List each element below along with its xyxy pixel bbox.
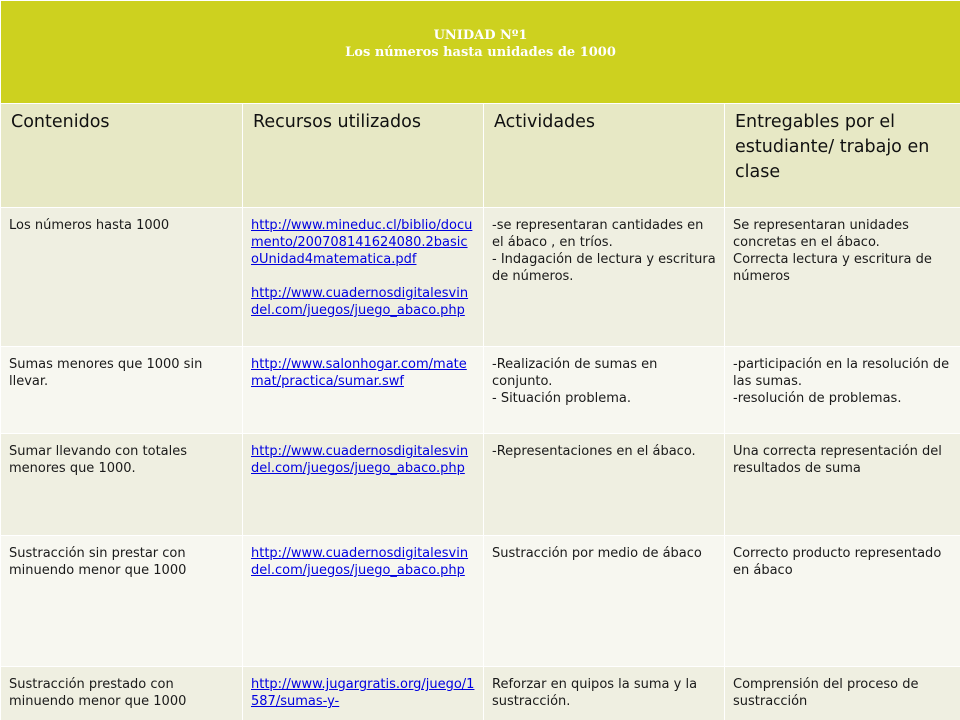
cell-contenido: Sustracción prestado con minuendo menor que 1000 [1, 667, 243, 720]
deliverable-line: Correcto producto representado en ábaco [733, 546, 942, 578]
activity-line: - Indagación de lectura y escritura de números. [492, 252, 716, 284]
resource-link[interactable]: http://www.salonhogar.com/matemat/practica/sumar.swf [251, 357, 467, 389]
resource-link[interactable]: http://www.mineduc.cl/biblio/documento/200708141624080.2basicoUnidad4matematica.pdf [251, 218, 473, 267]
activity-line: -Representaciones en el ábaco. [492, 444, 696, 459]
activity-line: -Realización de sumas en conjunto. [492, 357, 658, 389]
cell-contenido: Sustracción sin prestar con minuendo menor que 1000 [1, 536, 243, 667]
cell-entregables [725, 667, 960, 720]
unit-title: UNIDAD Nº1 [433, 28, 528, 43]
table-row [1, 536, 960, 667]
header-contenidos: Contenidos [1, 104, 243, 208]
deliverable-line: -resolución de problemas. [733, 391, 902, 406]
cell-actividades [484, 347, 725, 434]
table-row [1, 667, 960, 720]
deliverable-line: Una correcta representación del resultados de suma [733, 444, 942, 476]
title-row [1, 1, 960, 104]
cell-actividades [484, 434, 725, 536]
header-row [1, 104, 960, 208]
unit-subtitle: Los números hasta unidades de 1000 [345, 45, 616, 60]
cell-actividades [484, 208, 725, 347]
activity-line: - Situación problema. [492, 391, 631, 406]
header-entregables: Entregables por el estudiante/ trabajo en clase [725, 104, 960, 208]
resource-link[interactable]: http://www.cuadernosdigitalesvindel.com/juegos/juego_abaco.php [251, 286, 469, 318]
activity-line: Sustracción por medio de ábaco [492, 546, 702, 561]
cell-recursos [243, 667, 484, 720]
table-row [1, 434, 960, 536]
resource-link[interactable]: http://www.cuadernosdigitalesvindel.com/juegos/juego_abaco.php [251, 444, 469, 476]
cell-contenido: Sumas menores que 1000 sin llevar. [1, 347, 243, 434]
resource-link[interactable]: http://www.jugargratis.org/juego/1587/sumas-y- [251, 677, 475, 709]
activity-line: -se representaran cantidades en el ábaco , en tríos. [492, 218, 704, 250]
cell-entregables [725, 536, 960, 667]
cell-recursos [243, 208, 484, 347]
header-recursos: Recursos utilizados [243, 104, 484, 208]
cell-actividades [484, 667, 725, 720]
cell-recursos [243, 347, 484, 434]
cell-contenido: Sumar llevando con totales menores que 1000. [1, 434, 243, 536]
header-actividades: Actividades [484, 104, 725, 208]
table-row [1, 208, 960, 347]
cell-entregables [725, 434, 960, 536]
cell-entregables [725, 208, 960, 347]
cell-recursos [243, 536, 484, 667]
resource-link[interactable]: http://www.cuadernosdigitalesvindel.com/juegos/juego_abaco.php [251, 546, 469, 578]
deliverable-line: Se representaran unidades concretas en el ábaco. [733, 218, 909, 250]
cell-recursos [243, 434, 484, 536]
cell-contenido: Los números hasta 1000 [1, 208, 243, 347]
cell-entregables [725, 347, 960, 434]
activity-line: Reforzar en quipos la suma y la sustracción. [492, 677, 698, 709]
table-row [1, 347, 960, 434]
deliverable-line: Comprensión del proceso de sustracción [733, 677, 919, 709]
unit-title-cell [1, 1, 960, 104]
cell-actividades [484, 536, 725, 667]
deliverable-line: -participación en la resolución de las sumas. [733, 357, 950, 389]
deliverable-line: Correcta lectura y escritura de números [733, 252, 932, 284]
